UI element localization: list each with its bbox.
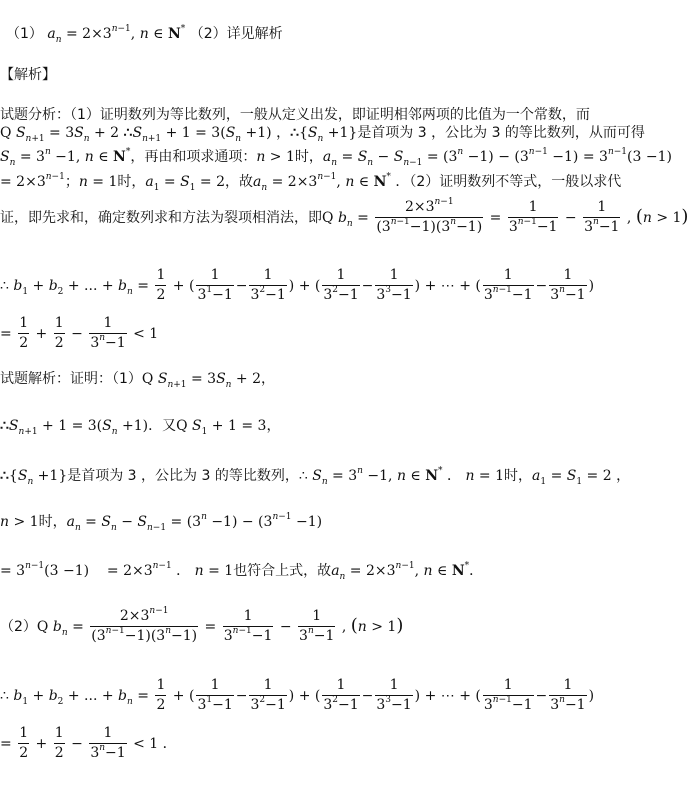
analysis-p1-sentence: 是首项为 3 ，公比为 3 的等比数列，从而可得 — [357, 125, 645, 141]
solution-label: 试题解析：证明： — [0, 371, 112, 387]
analysis-line-4: = $2\times 3^{n-1}$；n = 1时，$a_1 = S_1 = 2$，故$a_n = 2\times 3^{n-1}$, n ∈ N* ．（2）证明数列不等式，一般以求代 — [0, 172, 622, 193]
analysis-line-1 — [0, 108, 590, 122]
solution-s1-end: ， — [261, 371, 276, 387]
analysis-line-3: $S_n = 3^n -1$, n ∈ N*，再由和项求通项：n > 1时，$a_n = S_n - S_{n-1} = (3^n -1) - (3^{n-1} -1) = 3^{n-1}(3 -1)$ — [0, 147, 672, 168]
analysis-p2-intro: （2）证明数列不等式，一般以求代 — [409, 174, 622, 190]
solution-line-4: n > 1时，$a_n = S_n - S_{n-1} = (3^n -1) - (3^{n-1} -1)$ — [0, 512, 323, 533]
analysis-p1-so: ，故 — [225, 174, 253, 190]
answer-part1-formula: $a_n = 2\times 3^{n-1}$, n ∈ N* — [47, 24, 186, 45]
analysis-line-5: 证，即先求和，确定数列求和方法为裂项相消法，即Q $b_n$ = $\frac{2\times 3^{n-1}}{(3^{n-1}-1)(3^n-1)}$ = $\frac{1}{3^{n-1}-1}$ − $\frac{1}{3^n-1}$ , (n > 1) — [0, 197, 688, 236]
section-heading: 【解析】 — [0, 67, 56, 83]
analysis-p1-end: ； — [64, 174, 79, 190]
solution-s4-case: 时， — [38, 514, 67, 530]
solution-s2-also: ．又 — [148, 418, 177, 434]
solution-s5-end: ． — [469, 563, 484, 579]
analysis-p2-cont: 证，即先求和，确定数列求和方法为裂项相消法，即 — [0, 209, 322, 226]
solution-s3-case: 时， — [504, 468, 533, 484]
solution-s1-label: （1） — [112, 371, 142, 387]
solution-line-2: $\therefore S_{n+1} + 1 = 3(S_n +1)$．又Q $S_1 + 1 = 3$， — [0, 418, 281, 437]
answer-part2-label: （2） — [189, 26, 227, 42]
analysis-p1-intro: （1）证明数列为等比数列，一般从定义出发，即证明相邻两项的比值为一个常数，而 — [70, 107, 590, 123]
analysis-result-line: = $\frac{1}{2}$ + $\frac{1}{2}$ − $\frac{1}{3^n-1}$ < 1 — [0, 315, 159, 352]
analysis-line-2: Q $S_{n+1} = 3S_n + 2$ $\therefore S_{n+1} + 1 = 3(S_n +1)$ ，$\therefore\{S_n +1\}$是首项为 3 ，公比为 3 的等比数列，从而可得 — [0, 125, 645, 144]
answer-part1-label: （1） — [6, 26, 43, 42]
analysis-p1-sn: ，再由和项求通项： — [130, 149, 257, 165]
solution-s3-text: 是首项为 3 ，公比为 3 的等比数列， — [67, 468, 299, 484]
analysis-label: 试题分析： — [0, 107, 70, 123]
solution-s6-label: （2） — [0, 618, 37, 635]
solution-result-line: = $\frac{1}{2}$ + $\frac{1}{2}$ − $\frac{1}{3^n-1}$ < 1 ． — [0, 725, 177, 762]
solution-line-3: $\therefore\{S_n +1\}$是首项为 3 ，公比为 3 的等比数列，∴ $S_n = 3^n -1$, n ∈ N* ． n = 1时，$a_1 = S_1 = 2$ ， — [0, 466, 631, 487]
analysis-sum-line: ∴ $b_1 + b_2$ + ... + $b_n$ = $\frac{1}{2}$ + ( $\frac{1}{3^1-1}$ − $\frac{1}{3^2-1}$ ) + ( $\frac{1}{3^2-1}$ − $\frac{1}{3^3-1}$ ) + ⋯ + ( $\frac{1}{3^{n-1}-1}$ − $\frac{1}{3^n-1}$ ) — [0, 267, 595, 304]
solution-s5-fits: 也符合上式，故 — [233, 563, 332, 579]
analysis-p1-case: 时， — [294, 149, 323, 165]
solution-sum-line: ∴ $b_1 + b_2$ + ... + $b_n$ = $\frac{1}{2}$ + ( $\frac{1}{3^1-1}$ − $\frac{1}{3^2-1}$ ) + ( $\frac{1}{3^2-1}$ − $\frac{1}{3^3-1}$ ) + ⋯ + ( $\frac{1}{3^{n-1}-1}$ − $\frac{1}{3^n-1}$ ) — [0, 677, 595, 714]
analysis-p1-case2: 时， — [117, 174, 146, 190]
answer-line — [6, 24, 283, 45]
solution-line-5: = $3^{n-1}(3 -1)$ = $2\times 3^{n-1}$ ． n = 1也符合上式，故$a_n = 2\times 3^{n-1}$, n ∈ N*． — [0, 561, 484, 582]
solution-s2-end: ， — [266, 418, 281, 434]
solution-line-1: 试题解析：证明：（1）Q $S_{n+1} = 3S_n + 2$， — [0, 371, 276, 390]
answer-part2-text: 详见解析 — [226, 26, 283, 42]
solution-line-6: （2）Q $b_n$ = $\frac{2\times 3^{n-1}}{(3^{n-1}-1)(3^n-1)}$ = $\frac{1}{3^{n-1}-1}$ − $\frac{1}{3^n-1}$ , (n > 1) — [0, 606, 404, 645]
